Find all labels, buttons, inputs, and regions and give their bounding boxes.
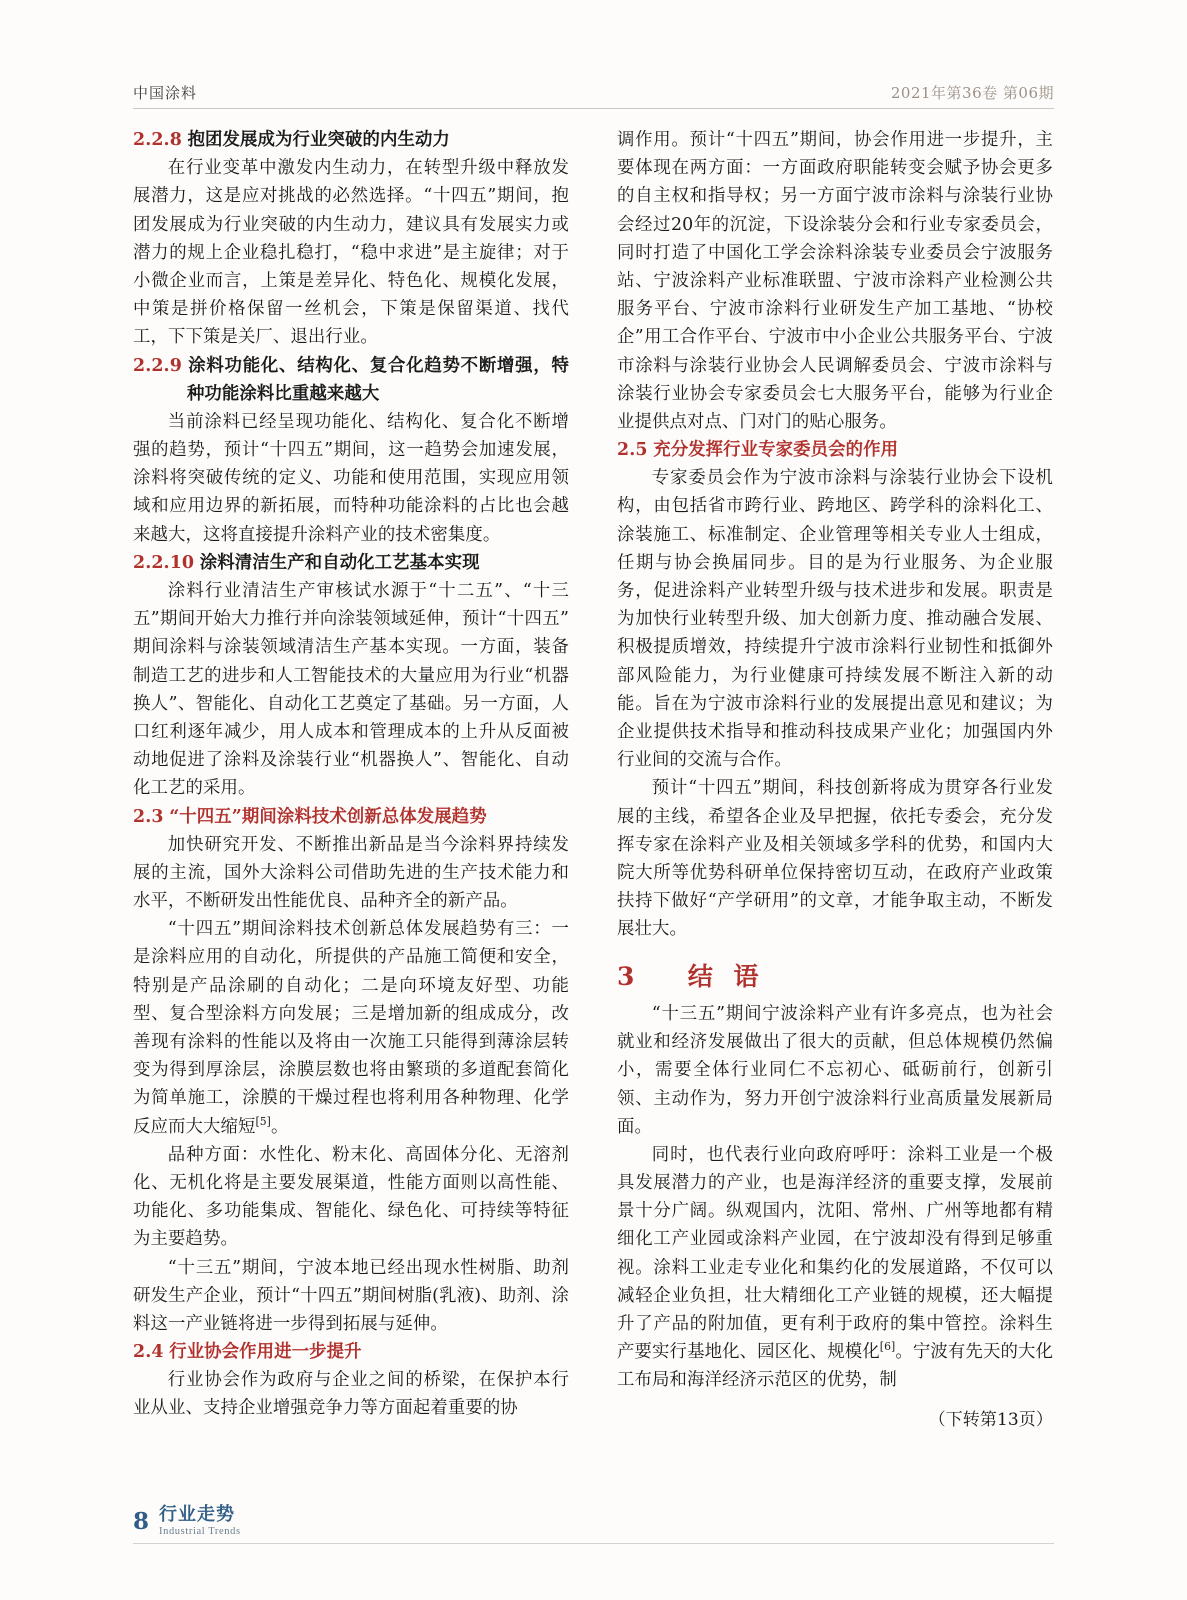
journal-name: 中国涂料: [133, 84, 198, 102]
right-column: [617, 126, 1053, 1466]
heading-2-2-8-text: 抱团发展成为行业突破的内生动力: [187, 130, 450, 150]
paragraph-2-2-10: 涂料行业清洁生产审核试水源于“十二五”、“十三五”期间开始大力推行并向涂装领域延伸，预计“十四五”期间涂料与涂装领域清洁生产基本实现。一方面，装备制造工艺的进步和人工智能技术的大量应用为行业“机器换人”、智能化、自动化工艺奠定了基础。另一方面，人口红利逐年减少，用人成本和管理成本的上升从反面被动地促进了涂料及涂装行业“机器换人”、智能化、自动化工艺的采用。: [133, 581, 569, 799]
heading-2-3-number: 2.3: [133, 806, 164, 827]
footer-section: [159, 1505, 241, 1538]
footer-section-cn: 行业走势: [159, 1504, 236, 1526]
paragraph-3-1: “十三五”期间宁波涂料产业有许多亮点，也为社会就业和经济发展做出了很大的贡献，但总体规模仍然偏小，需要全体行业同仁不忘初心、砥砺前行，创新引领、主动作为，努力开创宁波涂料行业高质量发展新局面。: [617, 1003, 1053, 1137]
paragraph-2-5-2: 预计“十四五”期间，科技创新将成为贯穿各行业发展的主线，希望各企业及早把握，依托专委会，充分发挥专家在涂料产业及相关领域多学科的优势，和国内大院大所等优势科研单位保持密切互动，在政府产业政策扶持下做好“产学研用”的文章，才能争取主动，不断发展壮大。: [617, 778, 1053, 940]
two-column-body: [133, 126, 1054, 1466]
heading-2-5-number: 2.5: [617, 440, 648, 461]
paragraph-2-2-9: 当前涂料已经呈现功能化、结构化、复合化不断增强的趋势，预计“十四五”期间，这一趋势会加速发展，涂料将突破传统的定义、功能和使用范围，实现应用领域和应用边界的新拓展，而特种功能涂料的占比也会越来越大，这将直接提升涂料产业的技术密集度。: [133, 411, 569, 545]
page-footer: [133, 1505, 241, 1538]
paragraph-2-3-3: 品种方面：水性化、粉末化、高固体分化、无溶剂化、无机化将是主要发展渠道，性能方面则以高性能、功能化、多功能集成、智能化、绿色化、可持续等特征为主要趋势。: [133, 1144, 569, 1250]
paragraph-2-4-continued: 调作用。预计“十四五”期间，协会作用进一步提升，主要体现在两方面：一方面政府职能转变会赋予协会更多的自主权和指导权；另一方面宁波市涂料与涂装行业协会经过20年的沉淀，下设涂装分会和行业专家委员会，同时打造了中国化工学会涂料涂装专业委员会宁波服务站、宁波涂料产业标准联盟、宁波市涂料产业检测公共服务平台、宁波市涂料行业研发生产加工基地、“协校企”用工合作平台、宁波市中小企业公共服务平台、宁波市涂料与涂装行业协会人民调解委员会、宁波市涂料与涂装行业协会专家委员会七大服务平台，能够为行业企业提供点对点、门对门的贴心服务。: [617, 130, 1053, 432]
heading-2-3-text: “十四五”期间涂料技术创新总体发展趋势: [169, 806, 487, 827]
heading-2-2-9-number: 2.2.9: [133, 355, 182, 376]
issue-info: 2021年第36卷 第06期: [890, 84, 1054, 102]
heading-3-text: 结 语: [687, 962, 765, 992]
page-header: [133, 82, 1054, 103]
footer-divider: [133, 1543, 1054, 1544]
left-column: [133, 126, 569, 1466]
paragraph-3-2-end: 。宁波有先天的大化工布局和海洋经济示范区的优势，制: [617, 1342, 1053, 1391]
paragraph-3-2: [617, 1141, 1053, 1395]
heading-2-2-8-number: 2.2.8: [133, 130, 182, 150]
reference-marker-5: [5]: [255, 1114, 271, 1128]
heading-3-number: 3: [617, 962, 641, 992]
heading-3: [617, 957, 1053, 998]
header-divider: [133, 108, 1054, 109]
paragraph-2-3-2: [133, 915, 569, 1141]
heading-2-4-number: 2.4: [133, 1342, 164, 1363]
paragraph-2-3-2-main: “十四五”期间涂料技术创新总体发展趋势有三：一是涂料应用的自动化，所提供的产品施工简便和安全，特别是产品涂刷的自动化；二是向环境友好型、功能型、复合型涂料方向发展；三是增加新的组成成分，改善现有涂料的性能以及将由一次施工只能得到薄涂层转变为得到厚涂层，涂膜层数也将由繁琐的多道配套简化为简单施工，涂膜的干燥过程也将利用各种物理、化学反应而大大缩短: [133, 919, 569, 1137]
heading-2-2-10-text: 涂料清洁生产和自动化工艺基本实现: [199, 552, 480, 573]
reference-marker-6: [6]: [879, 1340, 896, 1354]
page-number: 8: [133, 1508, 150, 1536]
footer-section-en: Industrial Trends: [159, 1525, 241, 1537]
heading-2-2-8: [133, 126, 569, 154]
heading-2-5-text: 充分发挥行业专家委员会的作用: [653, 440, 899, 461]
paragraph-2-3-2-end: 。: [271, 1116, 289, 1137]
heading-2-2-9: [133, 352, 569, 408]
heading-2-4-text: 行业协会作用进一步提升: [169, 1342, 362, 1363]
paragraph-2-4: 行业协会作为政府与企业之间的桥梁，在保护本行业从业、支持企业增强竞争力等方面起着重要的协: [133, 1370, 569, 1419]
paragraph-3-2-main: 同时，也代表行业向政府呼吁：涂料工业是一个极具发展潜力的产业，也是海洋经济的重要支撑，发展前景十分广阔。纵观国内，沈阳、常州、广州等地都有精细化工产业园或涂料产业园，在宁波却没有得到足够重视。涂料工业走专业化和集约化的发展道路，不仅可以减轻企业负担，壮大精细化工产业链的规模，还大幅提升了产品的附加值，更有利于政府的集中管控。涂料生产要实行基地化、园区化、规模化: [617, 1144, 1053, 1363]
heading-2-2-9-text: 涂料功能化、结构化、复合化趋势不断增强，特种功能涂料比重越来越大: [186, 355, 569, 404]
paragraph-2-5-1: 专家委员会作为宁波市涂料与涂装行业协会下设机构，由包括省市跨行业、跨地区、跨学科的涂料化工、涂装施工、标准制定、企业管理等相关专业人士组成，任期与协会换届同步。目的是为行业服务、为企业服务，促进涂料产业转型升级与技术进步和发展。职责是为加快行业转型升级、加大创新力度、推动融合发展、积极提质增效，持续提升宁波市涂料行业韧性和抵御外部风险能力，为行业健康可持续发展不断注入新的动能。旨在为宁波市涂料行业的发展提出意见和建议；为企业提供技术指导和推动科技成果产业化；加强国内外行业间的交流与合作。: [617, 468, 1053, 771]
continued-note: （下转第13页）: [928, 1409, 1053, 1430]
paragraph-2-3-4: “十三五”期间，宁波本地已经出现水性树脂、助剂研发生产企业，预计“十四五”期间树脂(乳液)、助剂、涂料这一产业链将进一步得到拓展与延伸。: [133, 1257, 569, 1334]
paragraph-2-3-1: 加快研究开发、不断推出新品是当今涂料界持续发展的主流，国外大涂料公司借助先进的生产技术能力和水平，不断研发出性能优良、品种齐全的新产品。: [133, 834, 569, 912]
heading-2-2-10: [133, 549, 569, 577]
heading-2-3: [133, 803, 569, 831]
heading-2-2-10-number: 2.2.10: [133, 552, 195, 573]
heading-2-4: [133, 1338, 569, 1366]
heading-2-5: [617, 436, 1053, 464]
paragraph-2-2-8: 在行业变革中激发内生动力，在转型升级中释放发展潜力，这是应对挑战的必然选择。“十四五”期间，抱团发展成为行业突破的内生动力，建议具有发展实力或潜力的规上企业稳扎稳打，“稳中求进”是主旋律；对于小微企业而言，上策是差异化、特色化、规模化发展，中策是拼价格保留一丝机会，下策是保留渠道、找代工，下下策是关厂、退出行业。: [133, 158, 569, 348]
